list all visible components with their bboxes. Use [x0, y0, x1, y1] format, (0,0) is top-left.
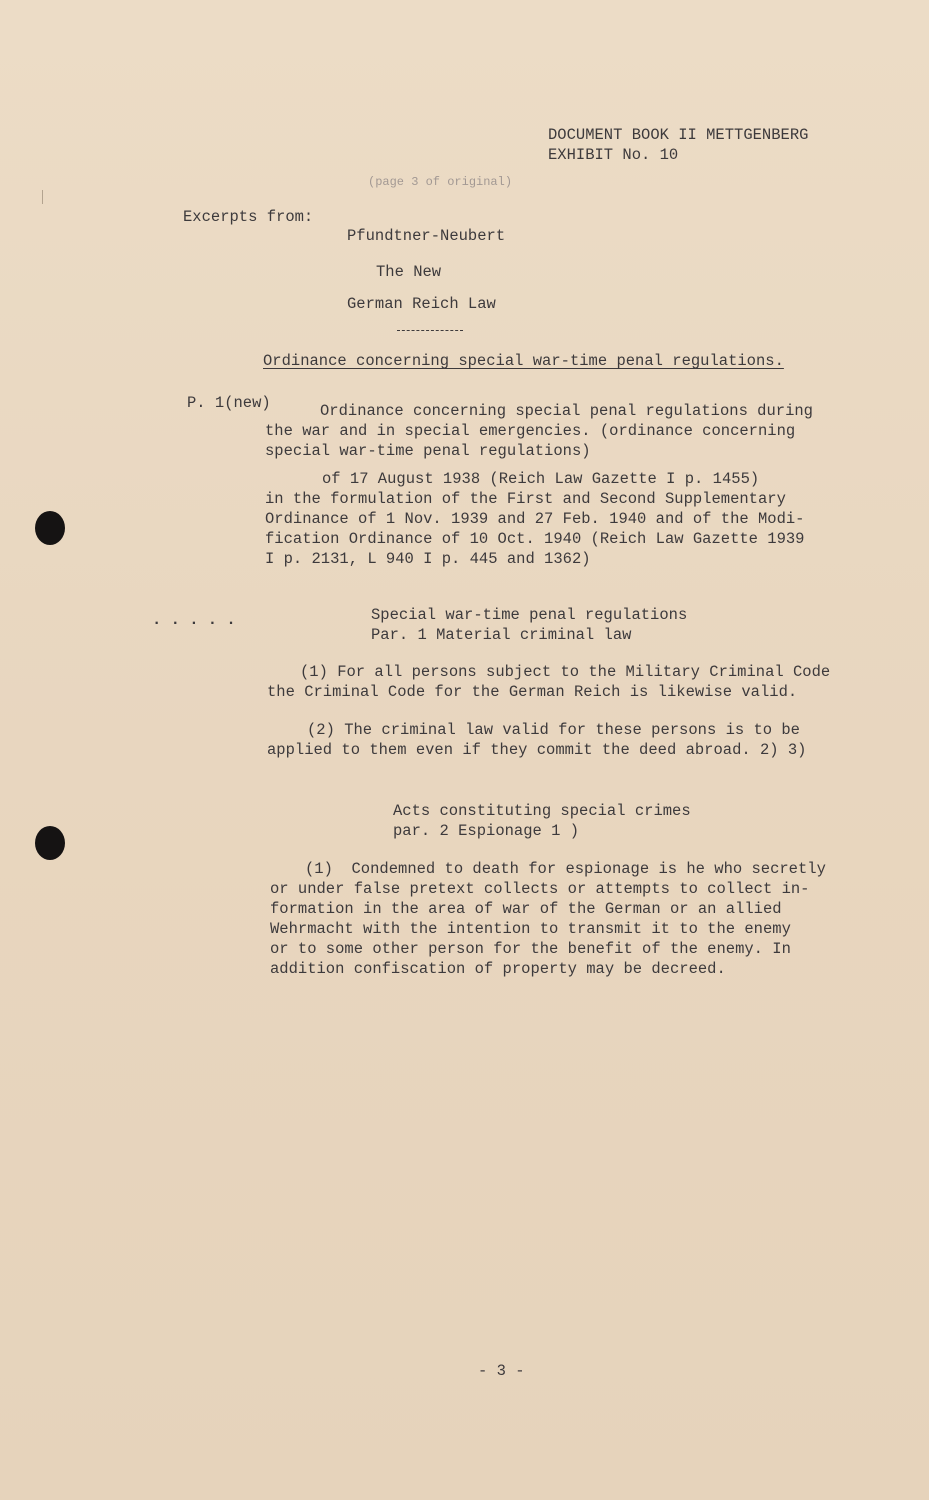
punch-hole-top: [35, 511, 65, 545]
dates-line-2: in the formulation of the First and Second Supplementary: [265, 490, 786, 508]
punch-hole-bottom: [35, 826, 65, 860]
section1-para1-line2: the Criminal Code for the German Reich is likewise valid.: [267, 683, 798, 701]
section2-title: Acts constituting special crimes: [393, 802, 691, 820]
source-title-line1: The New: [376, 263, 442, 281]
ordinance-line-1: Ordinance concerning special penal regulations during: [320, 402, 813, 420]
section2-para1-line5: or to some other person for the benefit of the enemy. In: [270, 940, 791, 958]
section2-para1-line2: or under false pretext collects or attempts to collect in-: [270, 880, 810, 898]
section2-subtitle: par. 2 Espionage 1 ): [393, 822, 580, 840]
main-heading: Ordinance concerning special war-time penal regulations.: [263, 352, 784, 370]
section1-subtitle: Par. 1 Material criminal law: [371, 626, 632, 644]
ordinance-line-3: special war-time penal regulations): [265, 442, 591, 460]
document-book-line: DOCUMENT BOOK II METTGENBERG: [548, 126, 809, 144]
section2-para1-line1: (1) Condemned to death for espionage is he who secretly: [305, 860, 826, 878]
page-reference: P. 1(new): [187, 394, 271, 412]
section1-para1-line1: (1) For all persons subject to the Military Criminal Code: [300, 663, 831, 681]
section1-para2-line2: applied to them even if they commit the deed abroad. 2) 3): [267, 741, 807, 759]
exhibit-number: EXHIBIT No. 10: [548, 146, 679, 164]
dates-line-1: of 17 August 1938 (Reich Law Gazette I p. 1455): [322, 470, 760, 488]
section1-para2-line1: (2) The criminal law valid for these persons is to be: [307, 721, 800, 739]
separator-rule: [397, 330, 463, 331]
section2-para1-line4: Wehrmacht with the intention to transmit it to the enemy: [270, 920, 791, 938]
section2-para1-line3: formation in the area of war of the German or an allied: [270, 900, 782, 918]
page-number: - 3 -: [478, 1362, 525, 1380]
dates-line-4: fication Ordinance of 10 Oct. 1940 (Reich Law Gazette 1939: [265, 530, 805, 548]
dates-line-3: Ordinance of 1 Nov. 1939 and 27 Feb. 1940 and of the Modi-: [265, 510, 805, 528]
margin-mark: [42, 190, 43, 204]
ordinance-line-2: the war and in special emergencies. (ordinance concerning: [265, 422, 796, 440]
section2-para1-line6: addition confiscation of property may be decreed.: [270, 960, 726, 978]
omission-ellipsis: . . . . .: [152, 611, 236, 629]
page-stamp: (page 3 of original): [368, 175, 513, 189]
source-author: Pfundtner-Neubert: [347, 227, 506, 245]
excerpts-label: Excerpts from:: [183, 208, 314, 226]
dates-line-5: I p. 2131, L 940 I p. 445 and 1362): [265, 550, 591, 568]
source-title-line2: German Reich Law: [347, 295, 496, 313]
section1-title: Special war-time penal regulations: [371, 606, 688, 624]
